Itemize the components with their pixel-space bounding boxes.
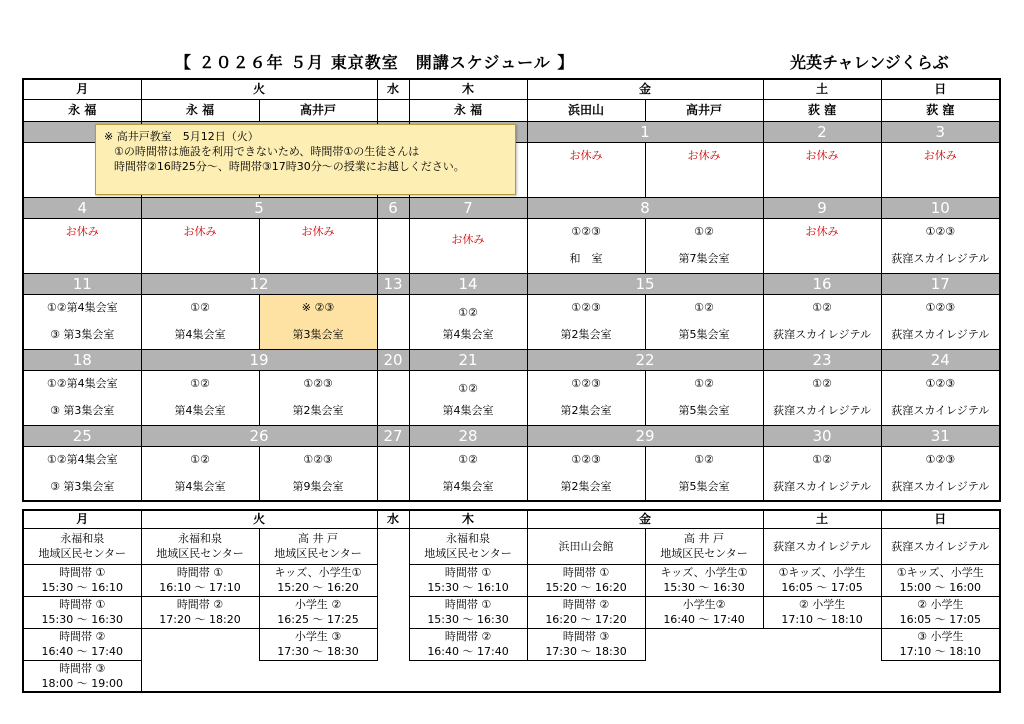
week-2-content [23,218,1000,273]
weekday-tue: 火 [141,79,377,99]
schedule-cell: ①②③ 第9集会室 [259,446,377,501]
schedule-cell: ①②③ 和 室 [527,218,645,273]
timeslot-label: 時間帯 ① [409,596,527,612]
date-cell: 7 [409,197,527,218]
schedule-cell: ①②③ 第2集会室 [527,370,645,425]
timetable-row [23,612,1000,628]
weekday-sat: 土 [763,510,881,528]
timeslot-time: 17:10 ～ 18:10 [881,644,1000,660]
weekday-mon: 月 [23,510,141,528]
timeslot-label: 時間帯 ② [527,596,645,612]
schedule-cell: ①② 第5集会室 [645,446,763,501]
schedule-cell: ①②③ 第2集会室 [527,294,645,349]
closed-label: お休み [451,232,485,246]
weekday-fri: 金 [527,510,763,528]
timetable-row [23,660,1000,676]
schedule-cell [763,218,881,273]
schedule-cell: ①② 荻窪スカイレジテル [763,294,881,349]
closed-label: お休み [65,224,99,238]
timeslot-label: ①キッズ、小学生 [763,564,881,580]
timeslot-label: 時間帯 ② [23,628,141,644]
timeslot-label: キッズ、小学生① [645,564,763,580]
closed-label: お休み [569,148,603,162]
date-cell: 8 [527,197,763,218]
week-3-dates [23,273,1000,294]
timeslot-time: 15:30 ～ 16:30 [645,580,763,596]
date-cell: 1 [527,121,763,142]
venue-sun: 荻窪スカイレジテル [881,528,1000,564]
date-cell: 9 [763,197,881,218]
weekday-sat: 土 [763,79,881,99]
week-5-content [23,446,1000,501]
schedule-cell: ①② 荻窪スカイレジテル [763,370,881,425]
timeslot-time: 16:05 ～ 17:05 [881,612,1000,628]
timeslot-time: 15:00 ～ 16:00 [881,580,1000,596]
closed-label: お休み [183,224,217,238]
timeslot-time: 16:25 ～ 17:25 [259,612,377,628]
timetable-row [23,676,1000,692]
timeslot-label: 時間帯 ② [141,596,259,612]
schedule-cell: ①② 第4集会室 [141,294,259,349]
schedule-cell: ①②③ 荻窪スカイレジテル [881,218,1000,273]
timeslot-label: 時間帯 ① [527,564,645,580]
timetable-weekday-row [23,510,1000,528]
timeslot-time: 15:30 ～ 16:30 [409,612,527,628]
timeslot-label: ② 小学生 [763,596,881,612]
timetable-row [23,580,1000,596]
timeslot-time: 16:05 ～ 17:05 [763,580,881,596]
timeslot-label: 小学生② [645,596,763,612]
timeslot-time: 17:30 ～ 18:30 [259,644,377,660]
weekday-thu: 木 [409,79,527,99]
date-cell: 14 [409,273,527,294]
date-cell: 5 [141,197,377,218]
venue-tue-takaido: 高 井 戸 地域区民センター [259,528,377,564]
classroom-fri-takaido: 高井戸 [645,99,763,121]
notice-line: 時間帯②16時25分～、時間帯③17時30分～の授業にお越しください。 [114,160,465,173]
date-cell: 24 [881,349,1000,370]
schedule-cell: ①②第4集会室 ③ 第3集会室 [23,370,141,425]
timetable-row [23,628,1000,644]
closed-label: お休み [805,148,839,162]
schedule-cell [527,142,645,197]
schedule-cell [763,142,881,197]
timeslot-label: 時間帯 ① [141,564,259,580]
timetable-row [23,564,1000,580]
date-cell: 19 [141,349,377,370]
date-cell: 31 [881,425,1000,446]
takaido-notice [95,124,516,195]
classroom-fri-hamadayama: 浜田山 [527,99,645,121]
highlighted-schedule-cell: ※ ②③ 第3集会室 [259,294,377,349]
schedule-cell [881,142,1000,197]
venue-sat: 荻窪スカイレジテル [763,528,881,564]
timetable-body [23,564,1000,692]
date-cell: 30 [763,425,881,446]
timeslot-time: 15:20 ～ 16:20 [259,580,377,596]
timeslot-time: 15:20 ～ 16:20 [527,580,645,596]
schedule-cell [645,142,763,197]
date-cell: 29 [527,425,763,446]
schedule-cell: ①② 第4集会室 [141,370,259,425]
timeslot-time: 17:30 ～ 18:30 [527,644,645,660]
date-cell: 15 [527,273,763,294]
schedule-cell: ①②③ 荻窪スカイレジテル [881,446,1000,501]
schedule-cell: ①② 第4集会室 [141,446,259,501]
timeslot-time: 17:20 ～ 18:20 [141,612,259,628]
classroom-mon: 永 福 [23,99,141,121]
week-3-content [23,294,1000,349]
closed-label: お休み [923,148,957,162]
date-cell: 27 [377,425,409,446]
date-cell: 12 [141,273,377,294]
date-cell: 21 [409,349,527,370]
weekday-sun: 日 [881,79,1000,99]
timeslot-label: 時間帯 ② [409,628,527,644]
schedule-cell [259,218,377,273]
timetable-row [23,644,1000,660]
schedule-cell: ①② 第7集会室 [645,218,763,273]
date-cell: 2 [763,121,881,142]
weekday-wed: 水 [377,510,409,528]
weekday-wed: 水 [377,79,409,99]
classroom-sun: 荻 窪 [881,99,1000,121]
schedule-cell: ①②③ 荻窪スカイレジテル [881,370,1000,425]
date-cell: 11 [23,273,141,294]
timeslot-time: 16:40 ～ 17:40 [23,644,141,660]
date-cell: 22 [527,349,763,370]
date-cell: 25 [23,425,141,446]
timeslot-time: 16:40 ～ 17:40 [409,644,527,660]
date-cell: 13 [377,273,409,294]
timeslot-time: 16:10 ～ 17:10 [141,580,259,596]
date-cell: 10 [881,197,1000,218]
venue-thu: 永福和泉 地域区民センター [409,528,527,564]
week-4-dates [23,349,1000,370]
schedule-cell [409,218,527,273]
schedule-cell [23,218,141,273]
timeslot-time: 15:30 ～ 16:30 [23,612,141,628]
timetable-row [23,596,1000,612]
timeslot-label: ③ 小学生 [881,628,1000,644]
weekday-sun: 日 [881,510,1000,528]
notice-line: ※ 高井戸教室 5月12日（火） [104,130,259,143]
schedule-cell: ①②③ 荻窪スカイレジテル [881,294,1000,349]
timeslot-label: 小学生 ③ [259,628,377,644]
timetable [22,509,1001,693]
schedule-cell [141,218,259,273]
venue-fri-hamadayama: 浜田山会館 [527,528,645,564]
timeslot-label: 時間帯 ① [409,564,527,580]
weekday-header-row [23,79,1000,99]
timeslot-time: 15:30 ～ 16:10 [409,580,527,596]
schedule-cell: ①②第4集会室 ③ 第3集会室 [23,446,141,501]
closed-label: お休み [687,148,721,162]
date-cell: 26 [141,425,377,446]
notice-line: ①の時間帯は施設を利用できないため、時間帯①の生徒さんは [114,145,420,158]
venue-mon: 永福和泉 地域区民センター [23,528,141,564]
timeslot-time: 16:40 ～ 17:40 [645,612,763,628]
date-cell: 6 [377,197,409,218]
schedule-cell: ①②③ 第2集会室 [259,370,377,425]
weekday-fri: 金 [527,79,763,99]
week-4-content [23,370,1000,425]
classroom-wed [377,99,409,121]
closed-label: お休み [301,224,335,238]
timeslot-label: 時間帯 ③ [527,628,645,644]
date-cell: 3 [881,121,1000,142]
date-cell: 28 [409,425,527,446]
date-cell: 20 [377,349,409,370]
closed-label: お休み [805,224,839,238]
organization-name: 光英チャレンジくらぶ [790,53,949,72]
timeslot-label: ①キッズ、小学生 [881,564,1000,580]
timeslot-label: キッズ、小学生① [259,564,377,580]
classroom-sat: 荻 窪 [763,99,881,121]
week-2-dates [23,197,1000,218]
weekday-thu: 木 [409,510,527,528]
classroom-tue-takaido: 高井戸 [259,99,377,121]
schedule-cell: ①② 第4集会室 [409,446,527,501]
venue-tue-eifuku: 永福和泉 地域区民センター [141,528,259,564]
date-cell: 16 [763,273,881,294]
classroom-tue-eifuku: 永 福 [141,99,259,121]
timeslot-label: 時間帯 ① [23,564,141,580]
schedule-cell: ①② 第4集会室 [409,294,527,349]
timeslot-label: 時間帯 ③ [23,660,141,676]
timeslot-label: ② 小学生 [881,596,1000,612]
schedule-cell: ①② 第4集会室 [409,370,527,425]
schedule-cell: ①②第4集会室 ③ 第3集会室 [23,294,141,349]
schedule-cell: ①② 第5集会室 [645,370,763,425]
date-cell: 18 [23,349,141,370]
schedule-cell: ①② 第5集会室 [645,294,763,349]
week-5-dates [23,425,1000,446]
venue-fri-takaido: 高 井 戸 地域区民センター [645,528,763,564]
timeslot-time: 18:00 ～ 19:00 [23,676,141,692]
classroom-header-row [23,99,1000,121]
weekday-mon: 月 [23,79,141,99]
timeslot-label: 時間帯 ① [23,596,141,612]
schedule-cell: ①② 荻窪スカイレジテル [763,446,881,501]
timeslot-time: 16:20 ～ 17:20 [527,612,645,628]
date-cell: 4 [23,197,141,218]
schedule-cell: ①②③ 第2集会室 [527,446,645,501]
venue-row [23,528,1000,564]
timeslot-time: 15:30 ～ 16:10 [23,580,141,596]
page-title: 【 ２０２６年 ５月 東京教室 開講スケジュール 】 [175,53,575,72]
date-cell: 17 [881,273,1000,294]
classroom-thu: 永 福 [409,99,527,121]
weekday-tue: 火 [141,510,377,528]
timeslot-time: 17:10 ～ 18:10 [763,612,881,628]
date-cell: 23 [763,349,881,370]
timeslot-label: 小学生 ② [259,596,377,612]
